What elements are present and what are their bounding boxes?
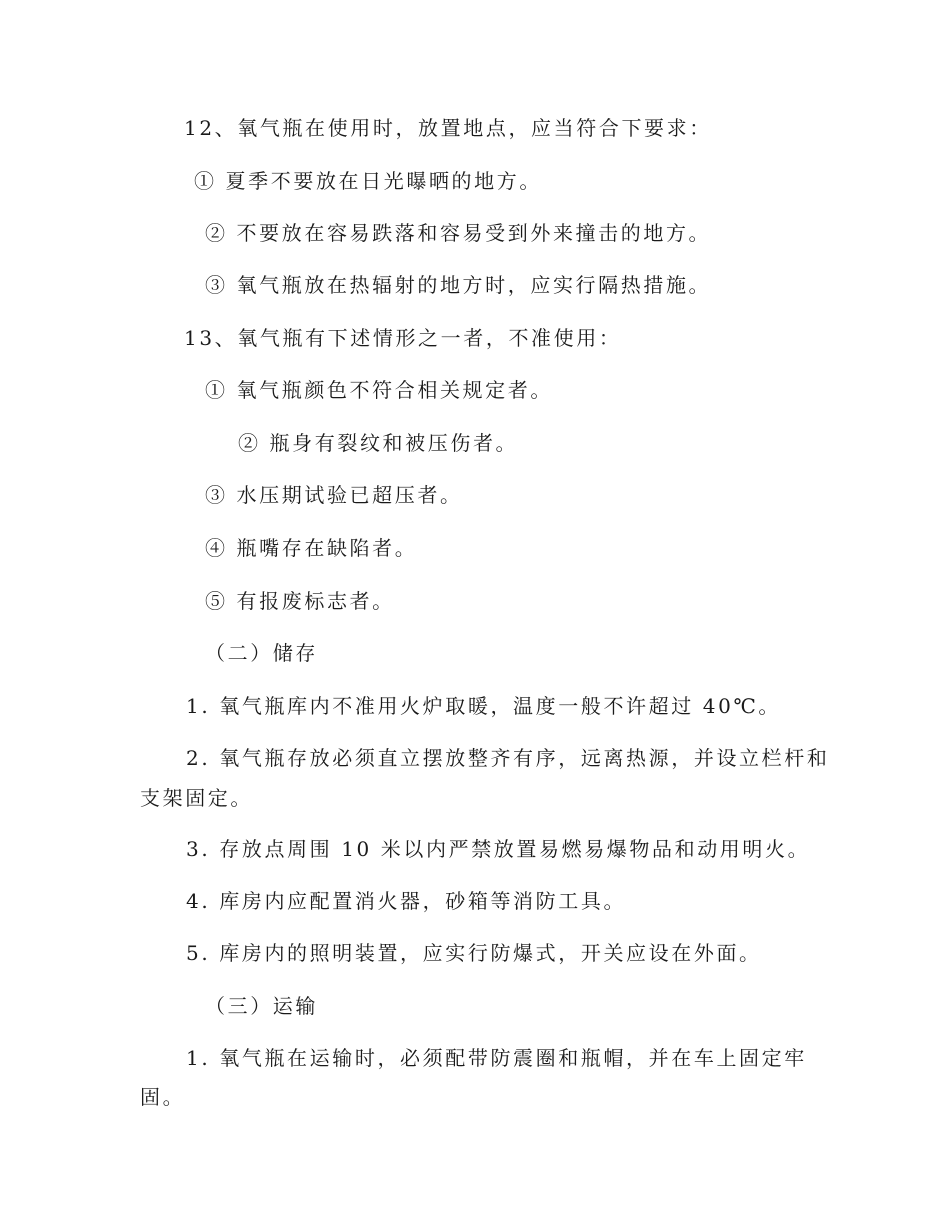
rule-12-item-2: ② 不要放在容易跌落和容易受到外来撞击的地方。 <box>205 221 712 245</box>
storage-item-2-continued: 支架固定。 <box>140 786 253 810</box>
rule-12-heading: 12、氧气瓶在使用时，放置地点，应当符合下要求： <box>184 116 712 140</box>
rule-13-heading: 13、氧气瓶有下述情形之一者，不准使用： <box>184 326 622 350</box>
transport-item-1: 1. 氧气瓶在运输时，必须配带防震圈和瓶帽，并在车上固定牢 <box>186 1046 807 1070</box>
section-transport-heading: （三）运输 <box>205 994 318 1018</box>
rule-12-item-3: ③ 氧气瓶放在热辐射的地方时，应实行隔热措施。 <box>205 273 712 297</box>
rule-13-item-5: ⑤ 有报废标志者。 <box>205 589 395 613</box>
rule-12-item-1: ① 夏季不要放在日光曝晒的地方。 <box>194 169 542 193</box>
storage-item-4: 4. 库房内应配置消火器，砂箱等消防工具。 <box>186 889 627 913</box>
rule-13-item-2: ② 瓶身有裂纹和被压伤者。 <box>238 431 519 455</box>
rule-13-item-1: ① 氧气瓶颜色不符合相关规定者。 <box>205 378 553 402</box>
rule-13-item-4: ④ 瓶嘴存在缺陷者。 <box>205 536 418 560</box>
storage-item-3: 3. 存放点周围 10 米以内严禁放置易燃易爆物品和动用明火。 <box>186 837 811 861</box>
transport-item-1-continued: 固。 <box>140 1085 186 1109</box>
storage-item-2: 2. 氧气瓶存放必须直立摆放整齐有序，远离热源，并设立栏杆和 <box>186 746 830 770</box>
storage-item-1: 1. 氧气瓶库内不准用火炉取暖，温度一般不许超过 40℃。 <box>186 694 782 718</box>
rule-13-item-3: ③ 水压期试验已超压者。 <box>205 483 463 507</box>
section-storage-heading: （二）储存 <box>205 641 318 665</box>
storage-item-5: 5. 库房内的照明装置，应实行防爆式，开关应设在外面。 <box>186 941 762 965</box>
